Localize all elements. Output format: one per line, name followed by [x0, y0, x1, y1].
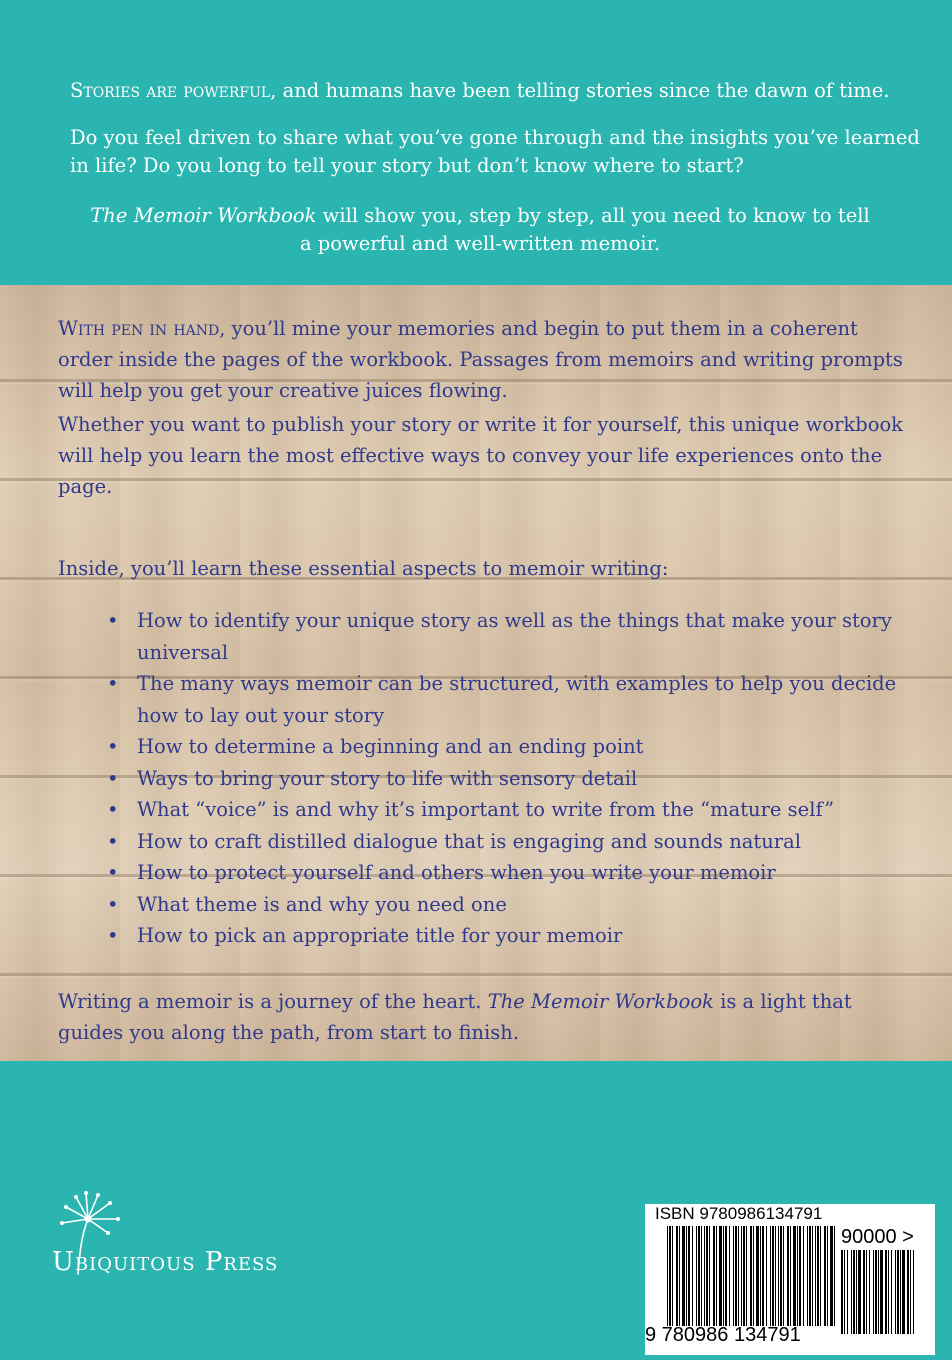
intro-paragraph-1	[70, 77, 930, 105]
barcode-bar	[741, 1226, 742, 1326]
body-paragraph-3: Inside, you’ll learn these essential aspects to memoir writing:	[58, 557, 669, 580]
barcode-bar	[902, 1250, 905, 1334]
barcode-bar	[793, 1226, 796, 1326]
price-code: 90000 >	[841, 1226, 914, 1248]
list-item: • How to pick an appropriate title for your memoir	[103, 920, 923, 952]
barcode-bar	[878, 1250, 879, 1334]
body-paragraph-1-text: , you’ll mine your memories and begin to put them in a coherent order inside the pages of the workbook. Passages from memoirs and writing prompts will help you get your creative juices flowing.	[58, 317, 903, 402]
barcode-bar	[895, 1250, 896, 1334]
barcode-bar	[824, 1226, 826, 1326]
closing-paragraph-start: Writing a memoir is a journey of the heart.	[58, 990, 488, 1013]
intro-paragraph-2: Do you feel driven to share what you’ve gone through and the insights you’ve learned in life? Do you long to tell your story but don’t know where to start?	[70, 126, 920, 177]
barcode-bar	[766, 1226, 767, 1326]
barcode-bar	[723, 1226, 724, 1326]
barcode-bar	[858, 1250, 861, 1334]
book-title-italic: The Memoir Workbook	[487, 990, 714, 1013]
barcode-bar	[753, 1226, 754, 1326]
barcode-bar	[807, 1226, 808, 1326]
list-item: • How to identify your unique story as well as the things that make your story universal	[103, 605, 923, 668]
closing-paragraph	[58, 986, 918, 1048]
barcode-bar	[719, 1226, 722, 1326]
top-teal-band	[0, 0, 952, 285]
barcode-bar	[799, 1226, 801, 1326]
barcode-bar	[729, 1226, 730, 1326]
barcode-bar	[775, 1226, 776, 1326]
barcode-bar	[820, 1226, 821, 1326]
barcode-bar	[790, 1226, 791, 1326]
barcode-bar	[856, 1250, 857, 1334]
barcode-bar	[686, 1226, 687, 1326]
isbn-label: ISBN 9780986134791	[655, 1204, 823, 1223]
barcode-bar	[725, 1226, 727, 1326]
barcode-bar	[669, 1226, 671, 1326]
barcode-bar	[907, 1250, 909, 1334]
barcode-bar	[897, 1250, 899, 1334]
barcode-bar	[716, 1226, 717, 1326]
barcode-bar	[778, 1226, 779, 1326]
body-paragraph-2: Whether you want to publish your story or write it for yourself, this unique workbook will help you learn the most effective ways to convey your life experiences onto the page.	[58, 413, 904, 498]
barcode-bar	[880, 1250, 883, 1334]
list-item: • The many ways memoir can be structured, with examples to help you decide how to lay out your story	[103, 668, 923, 731]
barcode-bar	[760, 1226, 761, 1326]
list-item: • What “voice” is and why it’s important to write from the “mature self”	[103, 794, 923, 826]
list-item: • How to determine a beginning and an ending point	[103, 731, 923, 763]
barcode-bar	[667, 1226, 668, 1326]
barcode-bar	[900, 1250, 901, 1334]
barcode-bar	[827, 1226, 828, 1326]
body-paragraph-1	[58, 313, 918, 406]
barcode-bar	[910, 1250, 911, 1334]
closing-paragraph-rest: is a light that guides you along the path, from start to finish.	[58, 990, 852, 1044]
intro-paragraph-3	[90, 202, 870, 258]
barcode-bar	[815, 1226, 816, 1326]
barcode-bar	[873, 1250, 874, 1334]
barcode-bar	[847, 1250, 848, 1334]
intro-paragraph-1-text: , and humans have been telling stories since the dawn of time.	[270, 79, 890, 102]
barcode-bar	[735, 1226, 737, 1326]
barcode-bar	[713, 1226, 715, 1326]
barcode-bar	[812, 1226, 813, 1326]
barcode-bar	[682, 1226, 685, 1326]
intro-lead-caps: Stories are powerful	[70, 79, 271, 102]
barcode-bar	[756, 1226, 759, 1326]
barcode-bar	[780, 1226, 782, 1326]
barcode-bar	[817, 1226, 819, 1326]
barcode-bar	[706, 1226, 708, 1326]
barcode-addon-bars	[841, 1250, 917, 1334]
intro-paragraph-3-text: will show you, step by step, all you need to know to tell a powerful and well-written memoir.	[299, 204, 870, 255]
wood-panel	[0, 285, 952, 1061]
barcode-bar	[733, 1226, 734, 1326]
barcode-bar	[679, 1226, 680, 1326]
barcode-bar	[844, 1250, 845, 1334]
list-item: • Ways to bring your story to life with sensory detail	[103, 763, 923, 795]
barcode-digits: 9 780986 134791	[645, 1324, 801, 1346]
barcode-bar	[803, 1226, 804, 1326]
barcode-bars	[667, 1226, 835, 1334]
barcode-bar	[672, 1226, 673, 1326]
barcode-bar	[809, 1226, 811, 1326]
barcode-bar	[891, 1250, 892, 1334]
barcode-bar	[709, 1226, 710, 1326]
barcode-bar	[869, 1250, 870, 1334]
barcode-bar	[841, 1250, 843, 1334]
barcode-bar	[698, 1226, 700, 1326]
barcode-bar	[772, 1226, 774, 1326]
barcode-bar	[704, 1226, 705, 1326]
barcode-bar	[834, 1226, 835, 1326]
barcode-bar	[762, 1226, 764, 1326]
list-item: • How to protect yourself and others when you write your memoir	[103, 857, 923, 889]
book-title-italic: The Memoir Workbook	[90, 204, 317, 227]
list-item: • How to craft distilled dialogue that is engaging and sounds natural	[103, 826, 923, 858]
barcode-bar	[787, 1226, 789, 1326]
barcode-bar	[913, 1250, 914, 1334]
barcode-bar	[888, 1250, 889, 1334]
barcode-bar	[875, 1250, 877, 1334]
aspects-list	[103, 605, 923, 952]
barcode-bar	[866, 1250, 867, 1334]
body-lead-caps: With pen in hand	[58, 317, 220, 340]
list-item: • What theme is and why you need one	[103, 889, 923, 921]
barcode-bar	[701, 1226, 702, 1326]
barcode-bar	[851, 1250, 852, 1334]
barcode-bar	[688, 1226, 690, 1326]
barcode-bar	[696, 1226, 697, 1326]
barcode-bar	[738, 1226, 739, 1326]
barcode-bar	[853, 1250, 855, 1334]
barcode-bar	[750, 1226, 752, 1326]
publisher-name: Ubiquitous Press	[52, 1247, 279, 1277]
barcode-bar	[746, 1226, 747, 1326]
barcode-bar	[692, 1226, 693, 1326]
barcode-bar	[783, 1226, 784, 1326]
isbn-barcode	[645, 1204, 935, 1355]
barcode-bar	[830, 1226, 833, 1326]
barcode-bar	[797, 1226, 798, 1326]
barcode-bar	[863, 1250, 865, 1334]
barcode-bar	[885, 1250, 887, 1334]
barcode-bar	[676, 1226, 678, 1326]
barcode-bar	[770, 1226, 771, 1326]
barcode-bar	[743, 1226, 745, 1326]
